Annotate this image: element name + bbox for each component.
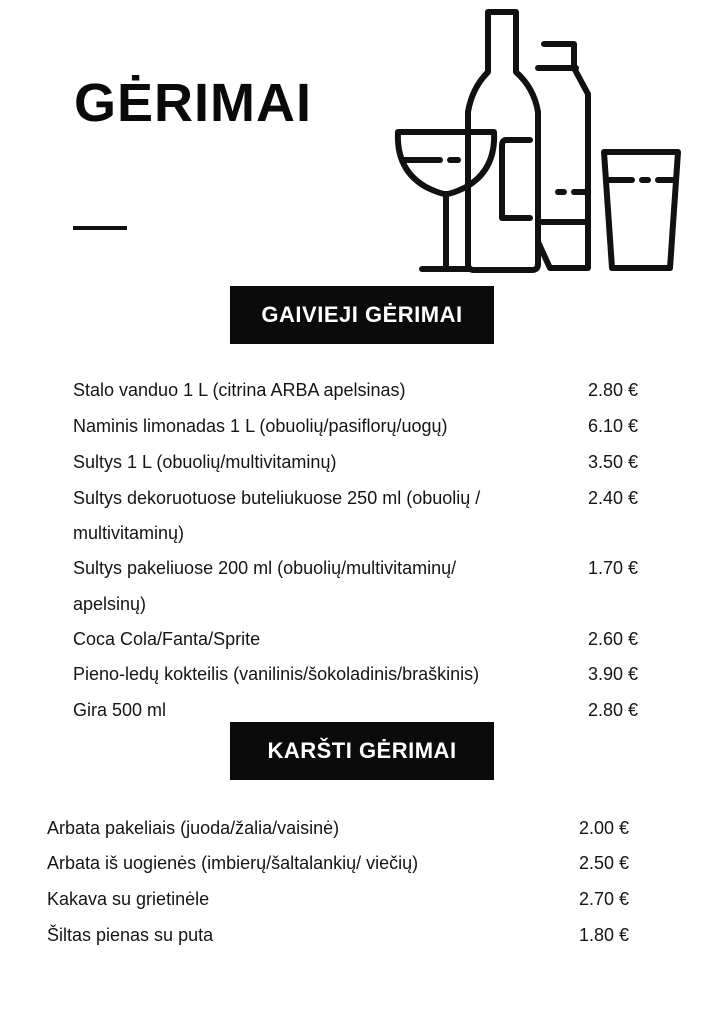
- item-name: Arbata iš uogienės (imbierų/šaltalankių/ viečių): [47, 853, 419, 873]
- item-price: 2.60 €: [587, 629, 638, 649]
- item-price: 2.50 €: [578, 853, 629, 873]
- item-price: 2.40 €: [587, 488, 638, 508]
- item-price: 3.90 €: [587, 664, 638, 684]
- item-price: 1.70 €: [587, 558, 638, 578]
- item-name: Stalo vanduo 1 L (citrina ARBA apelsinas): [73, 380, 406, 400]
- item-name-line-1: Sultys dekoruotuose buteliukuose 250 ml (obuolių /: [73, 488, 481, 508]
- item-price: 2.80 €: [587, 700, 638, 720]
- item-name-line-2: apelsinų): [73, 594, 147, 614]
- item-name: Naminis limonadas 1 L (obuolių/pasiflorų/uogų): [73, 416, 448, 436]
- item-name: Pieno-ledų kokteilis (vanilinis/šokoladinis/braškinis): [73, 664, 480, 684]
- item-price: 1.80 €: [578, 925, 629, 945]
- item-price: 2.80 €: [587, 380, 638, 400]
- section-header-hot-drinks: KARŠTI GĖRIMAI: [230, 722, 494, 780]
- item-name-line-1: Sultys pakeliuose 200 ml (obuolių/multivitaminų/: [73, 558, 457, 578]
- item-name: Arbata pakeliais (juoda/žalia/vaisinė): [47, 818, 340, 838]
- item-price: 6.10 €: [587, 416, 638, 436]
- item-name: Sultys 1 L (obuolių/multivitaminų): [73, 452, 337, 472]
- item-name: Gira 500 ml: [73, 700, 167, 720]
- item-price: 2.70 €: [578, 889, 629, 909]
- wine-glass-bottles-cup-icon: [388, 2, 688, 274]
- item-name-line-2: multivitaminų): [73, 523, 185, 543]
- section-header-cold-drinks: GAIVIEJI GĖRIMAI: [230, 286, 494, 344]
- item-name: Coca Cola/Fanta/Sprite: [73, 629, 261, 649]
- menu-title: GĖRIMAI: [74, 73, 313, 133]
- title-underline: [73, 226, 127, 230]
- item-name: Kakava su grietinėle: [47, 889, 210, 909]
- item-price: 3.50 €: [587, 452, 638, 472]
- item-name: Šiltas pienas su puta: [47, 925, 214, 945]
- item-price: 2.00 €: [578, 818, 629, 838]
